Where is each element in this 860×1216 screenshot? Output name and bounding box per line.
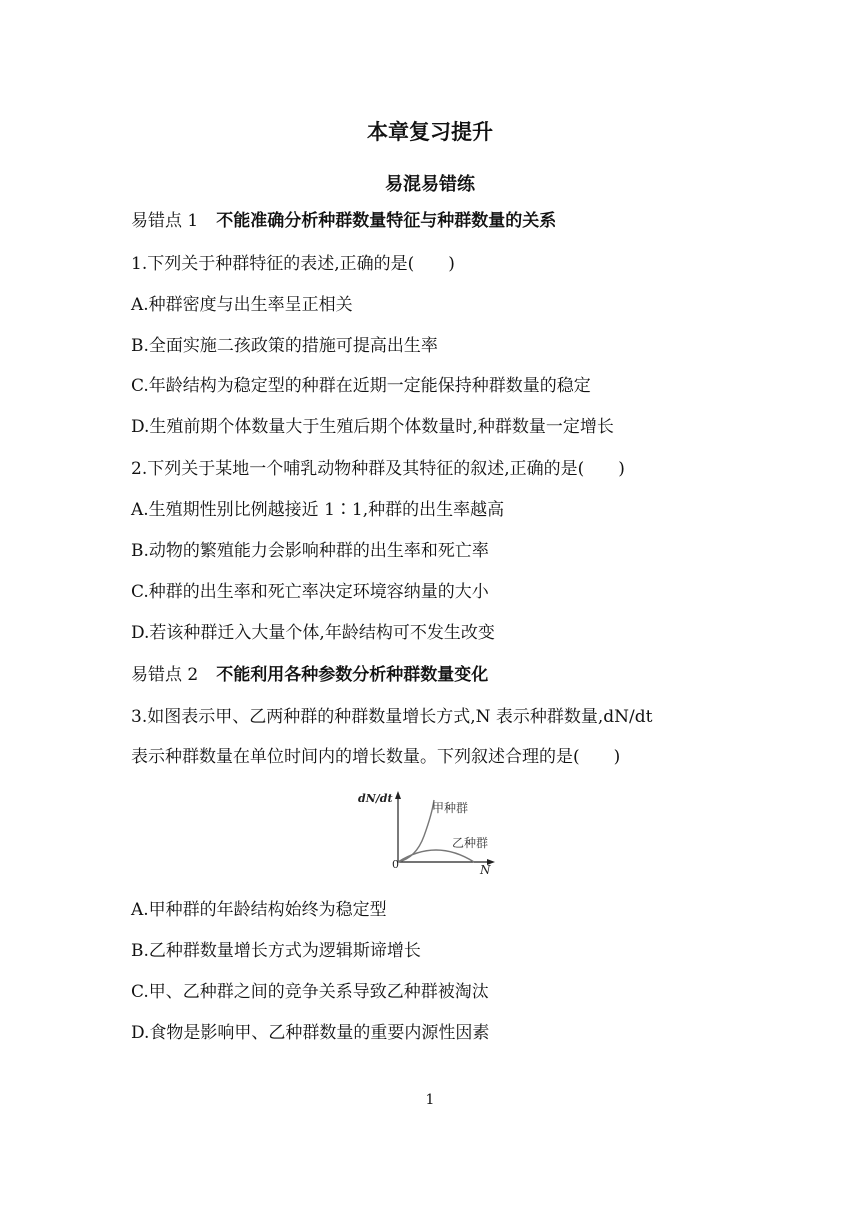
- error-point-heading-1: [131, 209, 556, 233]
- series-b-label: 乙种群: [452, 836, 489, 850]
- question-1-option-b: B.全面实施二孩政策的措施可提高出生率: [131, 336, 438, 356]
- question-3-stem-line-1: 3.如图表示甲、乙两种群的种群数量增长方式,N 表示种群数量,dN/dt: [131, 707, 653, 727]
- question-3-option-d: D.食物是影响甲、乙种群数量的重要内源性因素: [131, 1023, 490, 1043]
- section-subtitle: 易混易错练: [385, 174, 475, 195]
- question-3-option-c: C.甲、乙种群之间的竞争关系导致乙种群被淘汰: [131, 982, 489, 1002]
- page-title: 本章复习提升: [367, 120, 493, 144]
- question-1-stem: 1.下列关于种群特征的表述,正确的是( ): [131, 254, 455, 274]
- origin-label: 0: [392, 858, 399, 871]
- question-3-option-a: A.甲种群的年龄结构始终为稳定型: [131, 900, 387, 920]
- question-2-option-a: A.生殖期性别比例越接近 1∶1,种群的出生率越高: [131, 500, 505, 520]
- question-2-option-b: B.动物的繁殖能力会影响种群的出生率和死亡率: [131, 541, 489, 561]
- question-2-stem: 2.下列关于某地一个哺乳动物种群及其特征的叙述,正确的是( ): [131, 459, 625, 479]
- error-point-heading-2: [131, 663, 488, 687]
- error-point-label: 易错点 1: [131, 211, 199, 231]
- question-1-option-d: D.生殖前期个体数量大于生殖后期个体数量时,种群数量一定增长: [131, 417, 614, 437]
- y-axis-arrow: [395, 791, 401, 799]
- question-3-option-b: B.乙种群数量增长方式为逻辑斯谛增长: [131, 941, 421, 961]
- question-2-option-d: D.若该种群迁入大量个体,年龄结构可不发生改变: [131, 623, 495, 643]
- error-point-text: 不能利用各种参数分析种群数量变化: [216, 665, 489, 685]
- y-axis-label: dN/dt: [358, 792, 393, 805]
- series-b-curve: [398, 850, 474, 862]
- page-number: 1: [425, 1092, 435, 1108]
- x-axis-label: N: [480, 863, 491, 877]
- question-1-option-c: C.年龄结构为稳定型的种群在近期一定能保持种群数量的稳定: [131, 376, 591, 396]
- growth-rate-figure: [358, 786, 508, 878]
- question-1-option-a: A.种群密度与出生率呈正相关: [131, 295, 353, 315]
- error-point-label: 易错点 2: [131, 665, 199, 685]
- question-2-option-c: C.种群的出生率和死亡率决定环境容纳量的大小: [131, 582, 489, 602]
- series-a-label: 甲种群: [432, 801, 469, 815]
- question-3-stem-line-2: 表示种群数量在单位时间内的增长数量。下列叙述合理的是( ): [131, 747, 621, 767]
- error-point-text: 不能准确分析种群数量特征与种群数量的关系: [216, 211, 557, 231]
